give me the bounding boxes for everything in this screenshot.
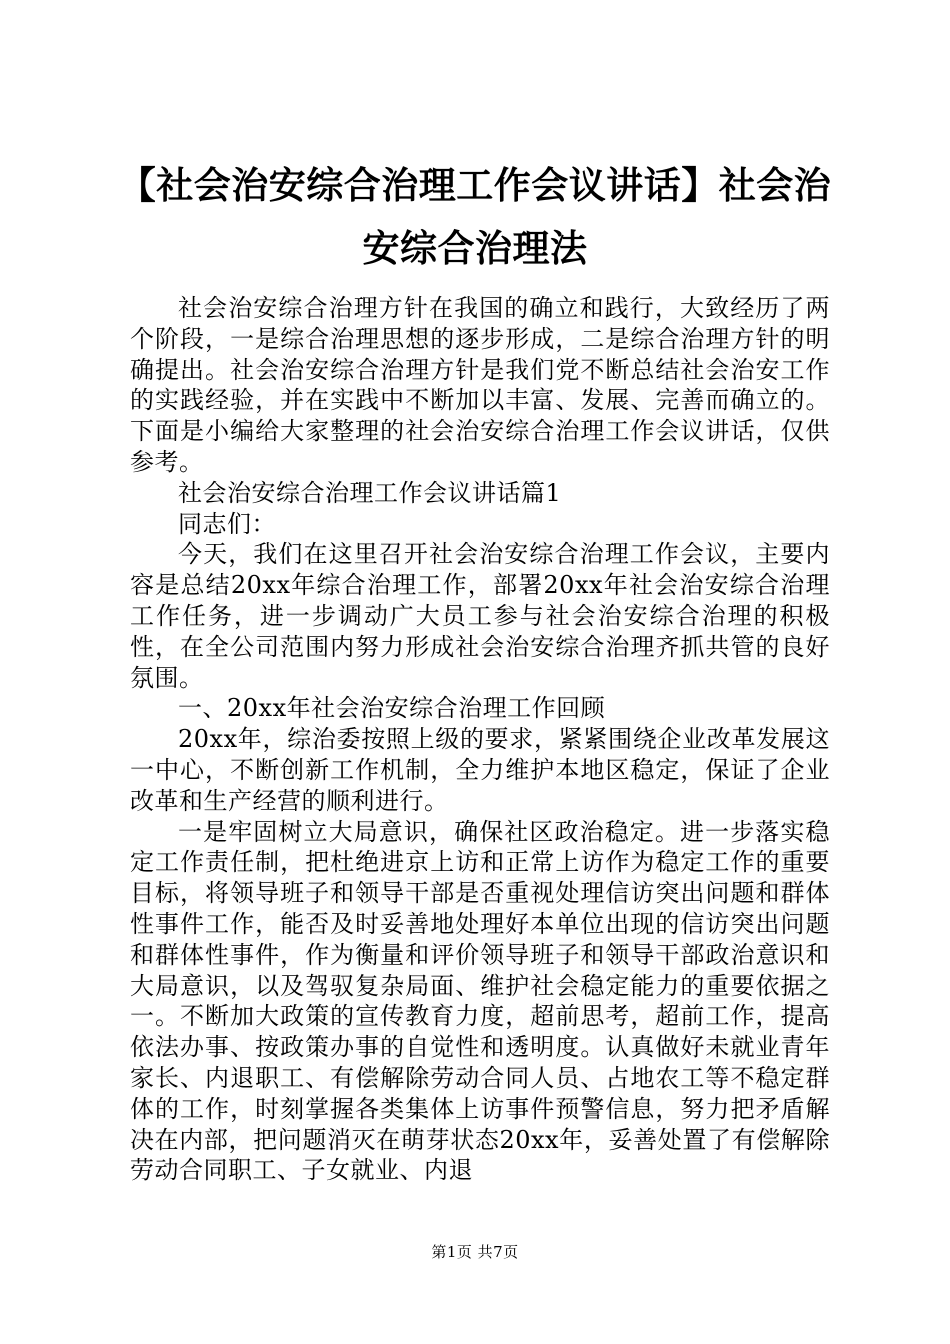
document-title: 【社会治安综合治理工作会议讲话】社会治安综合治理法 (118, 164, 832, 270)
body-paragraph: 20xx年，综治委按照上级的要求，紧紧围绕企业改革发展这一中心，不断创新工作机制，全力维护本地区稳定，保证了企业改革和生产经营的顺利进行。 (130, 725, 830, 815)
section-heading-review: 一、20xx年社会治安综合治理工作回顾 (178, 694, 606, 723)
salutation: 同志们： (178, 509, 276, 538)
page-number-footer: 第1页 共7页 (431, 1243, 519, 1261)
document-body (130, 293, 830, 1186)
intro-paragraph: 社会治安综合治理方针在我国的确立和践行，大致经历了两个阶段，一是综合治理思想的逐步形成，二是综合治理方针的明确提出。社会治安综合治理方针是我们党不断总结社会治安工作的实践经验，并在实践中不断加以丰富、发展、完善而确立的。下面是小编给大家整理的社会治安综合治理工作会议讲话，仅供参考。 (130, 294, 830, 476)
section-heading-speech-1: 社会治安综合治理工作会议讲话篇1 (178, 478, 562, 507)
body-paragraph: 今天，我们在这里召开社会治安综合治理工作会议，主要内容是总结20xx年综合治理工作，部署20xx年社会治安综合治理工作任务，进一步调动广大员工参与社会治安综合治理的积极性，在全公司范围内努力形成社会治安综合治理齐抓共管的良好氛围。 (130, 540, 830, 692)
body-paragraph: 一是牢固树立大局意识，确保社区政治稳定。进一步落实稳定工作责任制，把杜绝进京上访和正常上访作为稳定工作的重要目标，将领导班子和领导干部是否重视处理信访突出问题和群体性事件工作，能否及时妥善地处理好本单位出现的信访突出问题和群体性事件，作为衡量和评价领导班子和领导干部政治意识和大局意识，以及驾驭复杂局面、维护社会稳定能力的重要依据之一。不断加大政策的宣传教育力度，超前思考，超前工作，提高依法办事、按政策办事的自觉性和透明度。认真做好未就业青年家长、内退职工、有偿解除劳动合同人员、占地农工等不稳定群体的工作，时刻掌握各类集体上访事件预警信息，努力把矛盾解决在内部，把问题消灭在萌芽状态20xx年，妥善处置了有偿解除劳动合同职工、子女就业、内退 (130, 817, 830, 1185)
